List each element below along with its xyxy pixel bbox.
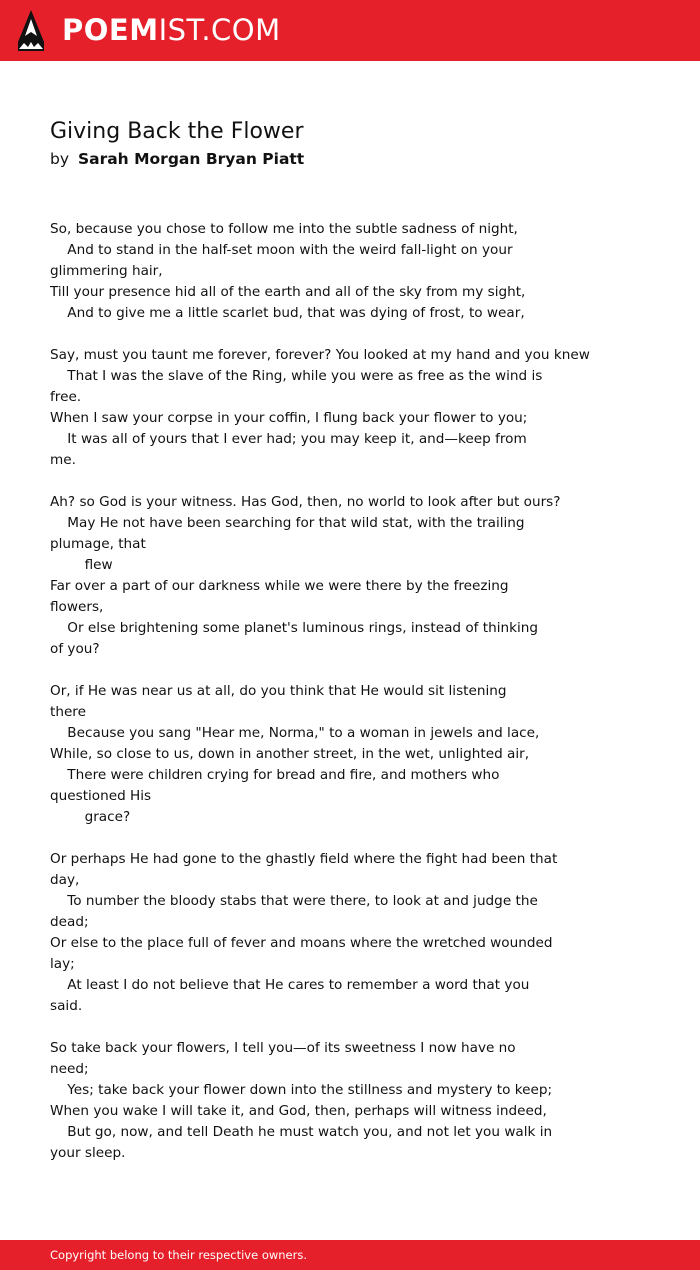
poem-line: there: [50, 704, 86, 720]
poem-line: Far over a part of our darkness while we were there by the freezing: [50, 578, 509, 594]
poem-line: me.: [50, 452, 76, 468]
pencil-tip-icon[interactable]: [17, 9, 45, 52]
poem-line: Or else to the place full of fever and moans where the wretched wounded: [50, 935, 553, 951]
poem-line: flew: [50, 557, 113, 573]
site-header: [0, 0, 700, 61]
poem-line: And to stand in the half-set moon with the weird fall-light on your: [50, 242, 513, 258]
poem-line: [50, 471, 680, 492]
poem-line: questioned His: [50, 788, 152, 804]
poem-title: Giving Back the Flower: [50, 119, 304, 144]
poem-line: [50, 324, 680, 345]
poem-line: There were children crying for bread and fire, and mothers who: [50, 767, 500, 783]
poem-line: lay;: [50, 956, 75, 972]
poem-line: So, because you chose to follow me into the subtle sadness of night,: [50, 221, 518, 237]
poem-line: need;: [50, 1061, 89, 1077]
poem-line: free.: [50, 389, 82, 405]
poem-line: Or perhaps He had gone to the ghastly field where the fight had been that: [50, 851, 558, 867]
poem-line: Till your presence hid all of the earth and all of the sky from my sight,: [50, 284, 526, 300]
poem-body: [50, 219, 680, 1164]
poem-line: Say, must you taunt me forever, forever? You looked at my hand and you knew: [50, 347, 590, 363]
poem-line: your sleep.: [50, 1145, 126, 1161]
poem-line: When you wake I will take it, and God, then, perhaps will witness indeed,: [50, 1103, 547, 1119]
poem-line: But go, now, and tell Death he must watch you, and not let you walk in: [50, 1124, 553, 1140]
poem-line: At least I do not believe that He cares to remember a word that you: [50, 977, 530, 993]
byline: [50, 148, 304, 170]
poem-line: That I was the slave of the Ring, while you were as free as the wind is: [50, 368, 543, 384]
poem-line: of you?: [50, 641, 100, 657]
poem-line: When I saw your corpse in your coffin, I flung back your flower to you;: [50, 410, 528, 426]
poem-line: Yes; take back your flower down into the stillness and mystery to keep;: [50, 1082, 553, 1098]
poem-line: grace?: [50, 809, 131, 825]
poem-line: glimmering hair,: [50, 263, 163, 279]
poem-line: said.: [50, 998, 83, 1014]
poem-line: [50, 1017, 680, 1038]
poem-line: Ah? so God is your witness. Has God, then, no world to look after but ours?: [50, 494, 561, 510]
poem-line: plumage, that: [50, 536, 146, 552]
site-logo[interactable]: [62, 12, 281, 48]
poem-line: [50, 660, 680, 681]
author-name: Sarah Morgan Bryan Piatt: [77, 150, 305, 168]
poem-line: Or else brightening some planet's luminous rings, instead of thinking: [50, 620, 539, 636]
poem-line: Or, if He was near us at all, do you think that He would sit listening: [50, 683, 507, 699]
poem-line: And to give me a little scarlet bud, that was dying of frost, to wear,: [50, 305, 525, 321]
poem-line: It was all of yours that I ever had; you may keep it, and—keep from: [50, 431, 527, 447]
poem-line: day,: [50, 872, 80, 888]
site-footer: [0, 1240, 700, 1270]
poem-line: dead;: [50, 914, 89, 930]
poem-line: So take back your flowers, I tell you—of its sweetness I now have no: [50, 1040, 516, 1056]
poem-line: While, so close to us, down in another street, in the wet, unlighted air,: [50, 746, 530, 762]
poem-line: Because you sang "Hear me, Norma," to a woman in jewels and lace,: [50, 725, 540, 741]
poem-line: To number the bloody stabs that were there, to look at and judge the: [50, 893, 538, 909]
logo-bold-text: POEM: [62, 13, 159, 47]
copyright-text: Copyright belong to their respective owners.: [50, 1248, 308, 1262]
poem-line: [50, 828, 680, 849]
poem-line: flowers,: [50, 599, 104, 615]
logo-light-text: IST.COM: [158, 13, 281, 47]
by-label: by: [50, 150, 70, 168]
poem-line: May He not have been searching for that wild stat, with the trailing: [50, 515, 525, 531]
